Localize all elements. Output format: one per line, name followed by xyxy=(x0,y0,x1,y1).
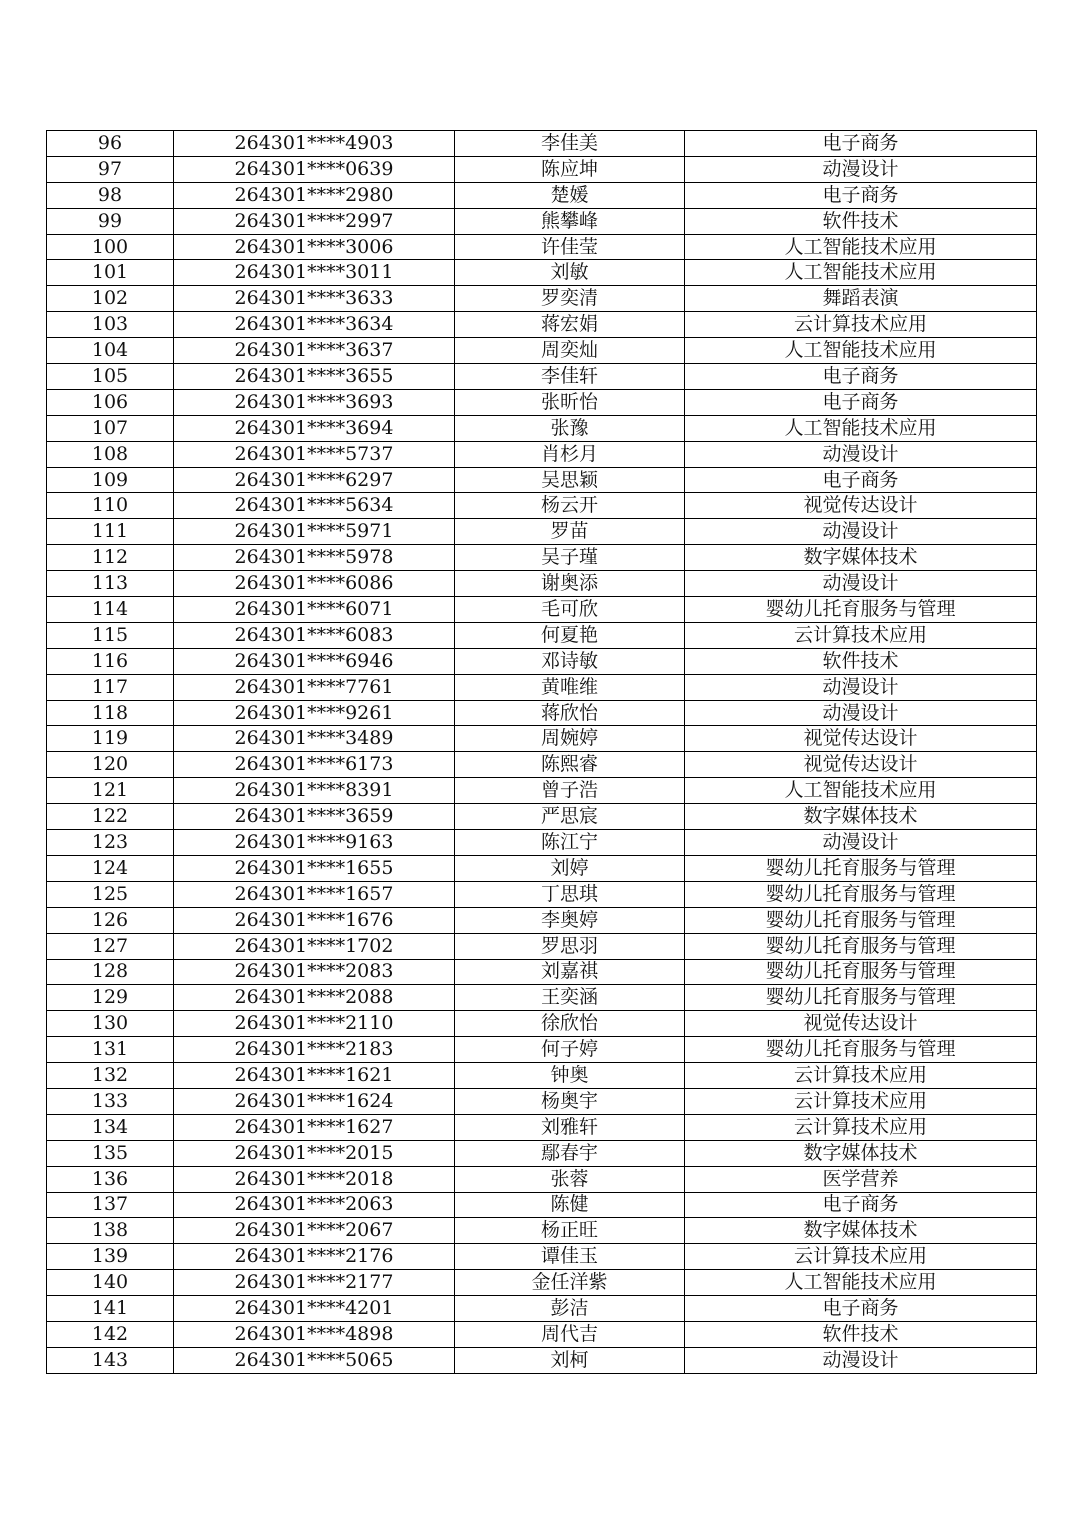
cell-name: 吴思颖 xyxy=(455,467,685,493)
table-row xyxy=(47,726,1037,752)
table-row xyxy=(47,493,1037,519)
cell-number: 111 xyxy=(47,519,174,545)
cell-id: 264301****3694 xyxy=(174,415,455,441)
cell-number: 116 xyxy=(47,648,174,674)
cell-major: 视觉传达设计 xyxy=(685,1011,1037,1037)
cell-name: 杨云开 xyxy=(455,493,685,519)
cell-number: 102 xyxy=(47,286,174,312)
cell-major: 婴幼儿托育服务与管理 xyxy=(685,855,1037,881)
table-row xyxy=(47,1166,1037,1192)
cell-name: 王奕涵 xyxy=(455,985,685,1011)
cell-number: 139 xyxy=(47,1244,174,1270)
cell-id: 264301****3489 xyxy=(174,726,455,752)
table-row xyxy=(47,208,1037,234)
table-row xyxy=(47,778,1037,804)
cell-name: 丁思琪 xyxy=(455,881,685,907)
cell-major: 数字媒体技术 xyxy=(685,545,1037,571)
cell-name: 张豫 xyxy=(455,415,685,441)
cell-id: 264301****1624 xyxy=(174,1088,455,1114)
cell-name: 吴子瑾 xyxy=(455,545,685,571)
cell-number: 108 xyxy=(47,441,174,467)
table-row xyxy=(47,674,1037,700)
cell-major: 人工智能技术应用 xyxy=(685,415,1037,441)
cell-number: 133 xyxy=(47,1088,174,1114)
table-row xyxy=(47,1140,1037,1166)
cell-number: 128 xyxy=(47,959,174,985)
cell-id: 264301****3659 xyxy=(174,804,455,830)
cell-number: 117 xyxy=(47,674,174,700)
cell-name: 钟奥 xyxy=(455,1063,685,1089)
cell-major: 数字媒体技术 xyxy=(685,1218,1037,1244)
table-row xyxy=(47,1192,1037,1218)
table-row xyxy=(47,648,1037,674)
cell-name: 罗奕清 xyxy=(455,286,685,312)
cell-name: 谭佳玉 xyxy=(455,1244,685,1270)
cell-id: 264301****3693 xyxy=(174,389,455,415)
cell-number: 124 xyxy=(47,855,174,881)
cell-number: 99 xyxy=(47,208,174,234)
cell-major: 人工智能技术应用 xyxy=(685,1270,1037,1296)
cell-number: 126 xyxy=(47,907,174,933)
cell-major: 电子商务 xyxy=(685,1192,1037,1218)
cell-major: 医学营养 xyxy=(685,1166,1037,1192)
cell-number: 132 xyxy=(47,1063,174,1089)
cell-number: 137 xyxy=(47,1192,174,1218)
cell-number: 103 xyxy=(47,312,174,338)
cell-major: 软件技术 xyxy=(685,208,1037,234)
cell-number: 112 xyxy=(47,545,174,571)
cell-name: 楚媛 xyxy=(455,182,685,208)
cell-major: 人工智能技术应用 xyxy=(685,338,1037,364)
cell-major: 婴幼儿托育服务与管理 xyxy=(685,597,1037,623)
cell-id: 264301****2063 xyxy=(174,1192,455,1218)
table-row xyxy=(47,260,1037,286)
table-row xyxy=(47,1270,1037,1296)
table-row xyxy=(47,933,1037,959)
table-row xyxy=(47,881,1037,907)
table-row xyxy=(47,389,1037,415)
table-row xyxy=(47,597,1037,623)
cell-major: 数字媒体技术 xyxy=(685,804,1037,830)
cell-name: 刘嘉祺 xyxy=(455,959,685,985)
table-row xyxy=(47,182,1037,208)
cell-name: 周奕灿 xyxy=(455,338,685,364)
cell-major: 动漫设计 xyxy=(685,830,1037,856)
cell-id: 264301****9163 xyxy=(174,830,455,856)
cell-name: 蒋欣怡 xyxy=(455,700,685,726)
table-row xyxy=(47,545,1037,571)
table-row xyxy=(47,959,1037,985)
cell-id: 264301****8391 xyxy=(174,778,455,804)
table-row xyxy=(47,752,1037,778)
cell-major: 动漫设计 xyxy=(685,674,1037,700)
cell-id: 264301****1621 xyxy=(174,1063,455,1089)
cell-major: 电子商务 xyxy=(685,182,1037,208)
table-row xyxy=(47,830,1037,856)
table-row xyxy=(47,907,1037,933)
cell-name: 张昕怡 xyxy=(455,389,685,415)
cell-number: 136 xyxy=(47,1166,174,1192)
table-row xyxy=(47,441,1037,467)
cell-id: 264301****3655 xyxy=(174,364,455,390)
table-row xyxy=(47,1114,1037,1140)
cell-number: 140 xyxy=(47,1270,174,1296)
cell-id: 264301****2110 xyxy=(174,1011,455,1037)
cell-id: 264301****6086 xyxy=(174,571,455,597)
table-row xyxy=(47,1037,1037,1063)
cell-major: 人工智能技术应用 xyxy=(685,260,1037,286)
cell-major: 云计算技术应用 xyxy=(685,1244,1037,1270)
cell-number: 106 xyxy=(47,389,174,415)
cell-name: 刘婷 xyxy=(455,855,685,881)
cell-major: 电子商务 xyxy=(685,1296,1037,1322)
cell-id: 264301****3634 xyxy=(174,312,455,338)
cell-id: 264301****4903 xyxy=(174,131,455,157)
cell-major: 动漫设计 xyxy=(685,700,1037,726)
cell-major: 云计算技术应用 xyxy=(685,1114,1037,1140)
cell-number: 131 xyxy=(47,1037,174,1063)
cell-major: 人工智能技术应用 xyxy=(685,234,1037,260)
cell-id: 264301****9261 xyxy=(174,700,455,726)
table-row xyxy=(47,855,1037,881)
cell-number: 134 xyxy=(47,1114,174,1140)
cell-major: 动漫设计 xyxy=(685,571,1037,597)
cell-name: 罗苗 xyxy=(455,519,685,545)
cell-number: 141 xyxy=(47,1296,174,1322)
cell-id: 264301****5971 xyxy=(174,519,455,545)
cell-name: 李佳轩 xyxy=(455,364,685,390)
cell-major: 电子商务 xyxy=(685,364,1037,390)
table-row xyxy=(47,467,1037,493)
cell-number: 142 xyxy=(47,1321,174,1347)
cell-id: 264301****1657 xyxy=(174,881,455,907)
cell-number: 122 xyxy=(47,804,174,830)
cell-major: 动漫设计 xyxy=(685,519,1037,545)
cell-number: 100 xyxy=(47,234,174,260)
cell-major: 动漫设计 xyxy=(685,1347,1037,1373)
cell-major: 视觉传达设计 xyxy=(685,493,1037,519)
cell-id: 264301****6071 xyxy=(174,597,455,623)
roster-table xyxy=(46,130,1037,1374)
cell-number: 98 xyxy=(47,182,174,208)
cell-major: 软件技术 xyxy=(685,648,1037,674)
cell-id: 264301****2997 xyxy=(174,208,455,234)
cell-id: 264301****0639 xyxy=(174,156,455,182)
cell-id: 264301****3633 xyxy=(174,286,455,312)
cell-name: 李奥婷 xyxy=(455,907,685,933)
cell-major: 视觉传达设计 xyxy=(685,752,1037,778)
cell-name: 蒋宏娟 xyxy=(455,312,685,338)
cell-id: 264301****2015 xyxy=(174,1140,455,1166)
table-row xyxy=(47,571,1037,597)
cell-name: 刘柯 xyxy=(455,1347,685,1373)
cell-major: 婴幼儿托育服务与管理 xyxy=(685,959,1037,985)
table-row xyxy=(47,1347,1037,1373)
cell-id: 264301****5634 xyxy=(174,493,455,519)
cell-id: 264301****6173 xyxy=(174,752,455,778)
cell-number: 97 xyxy=(47,156,174,182)
table-row xyxy=(47,622,1037,648)
cell-name: 周婉婷 xyxy=(455,726,685,752)
table-row xyxy=(47,519,1037,545)
cell-name: 谢奥添 xyxy=(455,571,685,597)
cell-major: 视觉传达设计 xyxy=(685,726,1037,752)
table-row xyxy=(47,1218,1037,1244)
table-row xyxy=(47,1063,1037,1089)
cell-id: 264301****2183 xyxy=(174,1037,455,1063)
cell-id: 264301****6297 xyxy=(174,467,455,493)
cell-name: 张蓉 xyxy=(455,1166,685,1192)
cell-number: 113 xyxy=(47,571,174,597)
cell-id: 264301****2176 xyxy=(174,1244,455,1270)
table-row xyxy=(47,286,1037,312)
cell-major: 软件技术 xyxy=(685,1321,1037,1347)
table-row xyxy=(47,1011,1037,1037)
cell-number: 119 xyxy=(47,726,174,752)
cell-number: 130 xyxy=(47,1011,174,1037)
cell-id: 264301****1676 xyxy=(174,907,455,933)
table-row xyxy=(47,1296,1037,1322)
cell-major: 电子商务 xyxy=(685,389,1037,415)
cell-major: 婴幼儿托育服务与管理 xyxy=(685,881,1037,907)
cell-major: 婴幼儿托育服务与管理 xyxy=(685,907,1037,933)
cell-name: 罗思羽 xyxy=(455,933,685,959)
cell-name: 毛可欣 xyxy=(455,597,685,623)
cell-number: 96 xyxy=(47,131,174,157)
cell-name: 金任洋紫 xyxy=(455,1270,685,1296)
cell-name: 曾子浩 xyxy=(455,778,685,804)
cell-id: 264301****5737 xyxy=(174,441,455,467)
cell-name: 刘敏 xyxy=(455,260,685,286)
cell-number: 143 xyxy=(47,1347,174,1373)
cell-major: 云计算技术应用 xyxy=(685,1063,1037,1089)
cell-id: 264301****2088 xyxy=(174,985,455,1011)
cell-name: 何夏艳 xyxy=(455,622,685,648)
cell-name: 徐欣怡 xyxy=(455,1011,685,1037)
cell-number: 109 xyxy=(47,467,174,493)
cell-id: 264301****5978 xyxy=(174,545,455,571)
cell-major: 婴幼儿托育服务与管理 xyxy=(685,985,1037,1011)
table-row xyxy=(47,1321,1037,1347)
cell-name: 李佳美 xyxy=(455,131,685,157)
cell-name: 许佳莹 xyxy=(455,234,685,260)
cell-number: 138 xyxy=(47,1218,174,1244)
cell-number: 125 xyxy=(47,881,174,907)
cell-name: 鄢春宇 xyxy=(455,1140,685,1166)
table-row xyxy=(47,364,1037,390)
table-row xyxy=(47,156,1037,182)
cell-number: 127 xyxy=(47,933,174,959)
cell-number: 115 xyxy=(47,622,174,648)
cell-name: 周代吉 xyxy=(455,1321,685,1347)
cell-id: 264301****2067 xyxy=(174,1218,455,1244)
cell-id: 264301****3011 xyxy=(174,260,455,286)
cell-id: 264301****2177 xyxy=(174,1270,455,1296)
cell-number: 118 xyxy=(47,700,174,726)
cell-name: 杨奥宇 xyxy=(455,1088,685,1114)
cell-name: 杨正旺 xyxy=(455,1218,685,1244)
cell-number: 114 xyxy=(47,597,174,623)
cell-major: 婴幼儿托育服务与管理 xyxy=(685,933,1037,959)
cell-name: 何子婷 xyxy=(455,1037,685,1063)
cell-major: 数字媒体技术 xyxy=(685,1140,1037,1166)
cell-id: 264301****6946 xyxy=(174,648,455,674)
cell-major: 电子商务 xyxy=(685,131,1037,157)
cell-id: 264301****2083 xyxy=(174,959,455,985)
cell-name: 刘雅轩 xyxy=(455,1114,685,1140)
cell-id: 264301****2980 xyxy=(174,182,455,208)
table-row xyxy=(47,700,1037,726)
cell-id: 264301****6083 xyxy=(174,622,455,648)
cell-id: 264301****3637 xyxy=(174,338,455,364)
cell-number: 135 xyxy=(47,1140,174,1166)
cell-name: 严思宸 xyxy=(455,804,685,830)
cell-major: 云计算技术应用 xyxy=(685,312,1037,338)
cell-name: 陈应坤 xyxy=(455,156,685,182)
cell-major: 舞蹈表演 xyxy=(685,286,1037,312)
cell-id: 264301****2018 xyxy=(174,1166,455,1192)
cell-name: 陈健 xyxy=(455,1192,685,1218)
cell-name: 彭洁 xyxy=(455,1296,685,1322)
cell-name: 黄唯维 xyxy=(455,674,685,700)
cell-number: 110 xyxy=(47,493,174,519)
cell-name: 熊攀峰 xyxy=(455,208,685,234)
table-row xyxy=(47,312,1037,338)
table-row xyxy=(47,1088,1037,1114)
roster-table-body xyxy=(47,131,1037,1374)
cell-major: 电子商务 xyxy=(685,467,1037,493)
cell-major: 动漫设计 xyxy=(685,156,1037,182)
cell-id: 264301****5065 xyxy=(174,1347,455,1373)
cell-major: 云计算技术应用 xyxy=(685,622,1037,648)
table-row xyxy=(47,338,1037,364)
cell-name: 陈江宁 xyxy=(455,830,685,856)
cell-id: 264301****4201 xyxy=(174,1296,455,1322)
cell-number: 107 xyxy=(47,415,174,441)
cell-number: 129 xyxy=(47,985,174,1011)
cell-name: 邓诗敏 xyxy=(455,648,685,674)
table-row xyxy=(47,415,1037,441)
cell-number: 123 xyxy=(47,830,174,856)
table-row xyxy=(47,804,1037,830)
cell-number: 120 xyxy=(47,752,174,778)
cell-number: 101 xyxy=(47,260,174,286)
table-row xyxy=(47,985,1037,1011)
cell-id: 264301****1702 xyxy=(174,933,455,959)
cell-name: 陈熙睿 xyxy=(455,752,685,778)
cell-id: 264301****7761 xyxy=(174,674,455,700)
cell-name: 肖杉月 xyxy=(455,441,685,467)
table-row xyxy=(47,131,1037,157)
cell-number: 104 xyxy=(47,338,174,364)
cell-number: 121 xyxy=(47,778,174,804)
cell-id: 264301****3006 xyxy=(174,234,455,260)
table-row xyxy=(47,1244,1037,1270)
cell-id: 264301****1655 xyxy=(174,855,455,881)
cell-number: 105 xyxy=(47,364,174,390)
cell-id: 264301****1627 xyxy=(174,1114,455,1140)
cell-major: 动漫设计 xyxy=(685,441,1037,467)
cell-major: 云计算技术应用 xyxy=(685,1088,1037,1114)
cell-major: 婴幼儿托育服务与管理 xyxy=(685,1037,1037,1063)
cell-id: 264301****4898 xyxy=(174,1321,455,1347)
table-row xyxy=(47,234,1037,260)
cell-major: 人工智能技术应用 xyxy=(685,778,1037,804)
